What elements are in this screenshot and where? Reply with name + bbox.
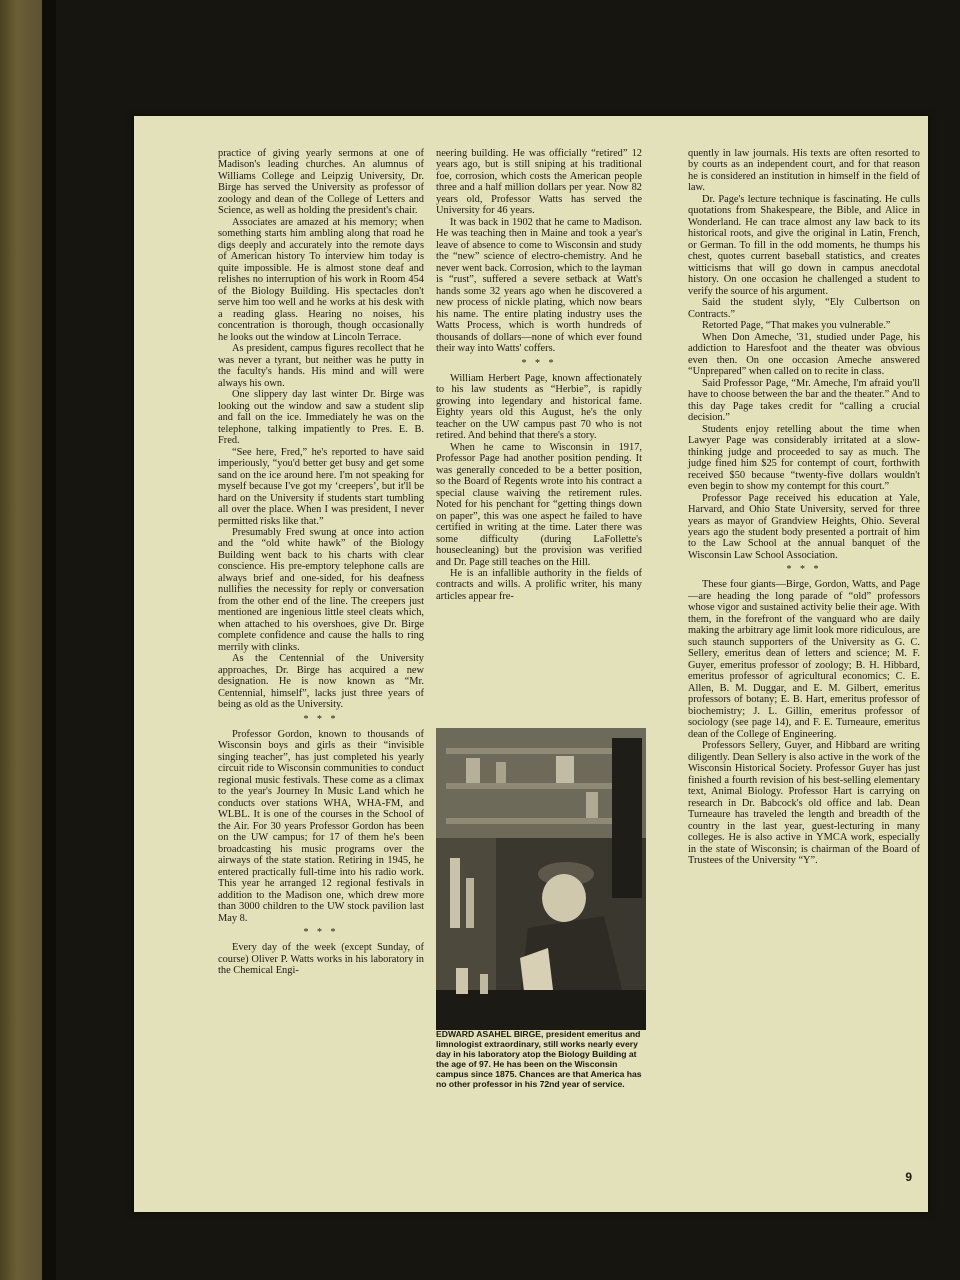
paragraph: Professors Sellery, Guyer, and Hibbard are writing diligently. Dean Sellery is also active in the work of the Wisconsin Historical Society. Professor Guyer has just finished a fourth revision of his best-selling elementary text, Animal Biology. Professor Hart is carrying on research in Dr. Babcock's old office and lab. Dean Turneaure has traveled the length and breadth of the country in the last year, guest-lecturing in many colleges. He is also active in YMCA work, especially in the state of Wisconsin; is chairman of the Board of Trustees of the University “Y”.	[688, 740, 920, 867]
paragraph: Retorted Page, “That makes you vulnerable.”	[702, 320, 891, 332]
paragraph: William Herbert Page, known affectionately to his law students as “Herbie”, is rapidly growing into legendary and historical fame. Eighty years old this August, he's the only teacher on the UW campus past 70 who is not retired. And behind that there's a story.	[436, 372, 642, 442]
paragraph: practice of giving yearly sermons at one of Madison's leading churches. An alumnus of Williams College and Leipzig University, Dr. Birge has served the University as professor of zoology and dean of the College of Letters and Science, as well as holding the president's chair.	[218, 148, 424, 217]
paragraph: When Don Ameche, '31, studied under Page, his addiction to Haresfoot and the theater was obvious even then. On one occasion Ameche answered “Unprepared” when called on to recite in class.	[688, 331, 920, 378]
paragraph: When he came to Wisconsin in 1917, Professor Page had another position pending. It was generally conceded to be a better position, so the Board of Regents wrote into his contract a special clause waiving the retirement rules. Noted for his penchant for “getting things down on paper”, this was one aspect he failed to have certified in writing at the time. Later there was some difficulty (during LaFollette's housecleaning) but the provision was verified and Dr. Page still teaches on the Hill.	[436, 441, 642, 568]
magazine-page	[134, 116, 928, 1212]
paragraph: “See here, Fred,” he's reported to have said imperiously, “you'd better get busy and get some sand on the ice around here. I'm not speaking for myself because I've got my ‘creepers’, but it'll be hard on the University if students start tumbling all over the place. When I was president, I never permitted risks like that.”	[218, 446, 424, 527]
paragraph: Professor Page received his education at Yale, Harvard, and Ohio State University, served for three years as mayor of Grandview Heights, Ohio. Several years ago the student body presented a portrait of him to the Law School at the annual banquet of the Wisconsin Law School Association.	[688, 492, 920, 561]
column-2	[436, 148, 642, 602]
page-number: 9	[905, 1170, 912, 1184]
background-edge	[0, 0, 42, 1280]
paragraph: Said Professor Page, “Mr. Ameche, I'm afraid you'll have to choose between the bar and the theater.” And to this day Page takes credit for “calling a crucial decision.”	[688, 377, 920, 424]
paragraph: Said the student slyly, “Ely Culbertson on Contracts.”	[688, 297, 920, 320]
paragraph: Every day of the week (except Sunday, of course) Oliver P. Watts works in his laboratory in the Chemical Engi-	[218, 942, 424, 977]
paragraph: He is an infallible authority in the fields of contracts and wills. A prolific writer, his many articles appear fre-	[436, 568, 642, 602]
section-divider: * * *	[303, 927, 339, 939]
column-1	[218, 148, 424, 977]
birge-photo	[436, 728, 646, 1030]
paragraph: Dr. Page's lecture technique is fascinating. He culls quotations from Shakespeare, the Bible, and Alice in Wonderland. He can trace almost any law back to its historical roots, and give the original in Latin, French, or German. To fill in the odd moments, he thumps his chest, quotes current baseball statistics, and creates witticisms that will go down in campus anecdotal history. On one occasion he challenged a student to verify the source of his argument.	[688, 193, 920, 297]
section-divider: * * *	[521, 357, 557, 369]
section-divider: * * *	[786, 564, 822, 576]
paragraph: Associates are amazed at his memory; when something starts him ambling along that road he digs deeply and accurately into the remote days of American history To interview him today is quite impossible. He is almost stone deaf and relishes no interruption of his work in Room 454 of the Biology Building. His spectacles don't serve him too well and he works at his desk with a reading glass. Hearing no noises, his concentration is thorough, though occasionally he looks out the window at Lincoln Terrace.	[218, 216, 424, 343]
paragraph: neering building. He was officially “retired” 12 years ago, but is still sniping at his traditional foe, corrosion, which costs the American people three and a half million dollars per year. Now 82 years old, Professor Watts has served the University for 46 years.	[436, 148, 642, 217]
paragraph: quently in law journals. His texts are often resorted to by courts as an independent court, and for that reason he is considered an institution in himself in the field of law.	[688, 148, 920, 194]
paragraph: As president, campus figures recollect that he was never a tyrant, but neither was he putty in the faculty's hands. His mind and will were always his own.	[218, 343, 424, 389]
paragraph: As the Centennial of the University approaches, Dr. Birge has acquired a new designation. He is now known as “Mr. Centennial, himself”, lacks just three years of being as old as the University.	[218, 653, 424, 711]
section-divider: * * *	[303, 713, 339, 725]
paragraph: These four giants—Birge, Gordon, Watts, and Page—are heading the long parade of “old” professors whose vigor and sustained activity belie their age. With them, in the forefront of the vanguard who are daily making the arbitrary age limit look more ridiculous, are such staunch supporters of the University as G. C. Sellery, emeritus dean of letters and science; M. F. Guyer, emeritus professor of zoology; B. H. Hibbard, emeritus professor of agricultural economics; C. E. Allen, B. M. Duggar, and E. M. Gilbert, emeritus professors of botany; E. B. Hart, emeritus professor of biochemistry; J. L. Gillin, emeritus professor of sociology (see page 14), and F. E. Turneaure, emeritus dean of the College of Engineering.	[688, 579, 920, 740]
paragraph: It was back in 1902 that he came to Madison. He was teaching then in Maine and took a year's leave of absence to come to Wisconsin and study the “new” science of electro-chemistry. And he never went back. Corrosion, which to the layman is “rust”, suffered a severe setback at Watt's hands some 32 years ago when he discovered a new process of nickle plating, which now bears his name. The entire plating industry uses the Watts Process, which is worth hundreds of thousands of dollars—none of which ever found their way into Watts' coffers.	[436, 216, 642, 355]
paragraph: One slippery day last winter Dr. Birge was looking out the window and saw a student slip and fall on the ice. Immediately he was on the telephone, talking impatiently to Pres. E. B. Fred.	[218, 389, 424, 447]
paragraph: Professor Gordon, known to thousands of Wisconsin boys and girls as their “invisible singing teacher”, has just completed his yearly circuit ride to Wisconsin communities to conduct regional music festivals. These come as a climax to the year's Journey In Music Land which he conducts over stations WHA, WHA-FM, and WLBL. It is one of the courses in the School of the Air. For 30 years Professor Gordon has been on the UW campus; for 17 of them he's been broadcasting his music programs over the airways of the state station. Retiring in 1945, he entered practically full-time into his radio work. This year he arranged 12 regional festivals in addition to the Madison one, which drew more than 3000 children to the UW stock pavilion last May 8.	[218, 728, 424, 924]
paragraph: Students enjoy retelling about the time when Lawyer Page was considerably irritated at a slow-thinking judge and proceeded to say as much. The judge fined him $25 for contempt of court, forthwith received $50 because “twenty-five dollars wouldn't even begin to show my contempt for this court.”	[688, 423, 920, 493]
column-3	[688, 148, 920, 867]
photo-caption: EDWARD ASAHEL BIRGE, president emeritus and limnologist extraordinary, still works nearly every day in his laboratory atop the Biology Building at the age of 97. He has been on the Wisconsin campus since 1875. Chances are that America has no other professor in his 72nd year of service.	[436, 1029, 642, 1089]
photo-illustration	[436, 728, 646, 1030]
paragraph: Presumably Fred swung at once into action and the “old white hawk” of the Biology Building went back to his charts with clear conscience. His pre-emptory telephone calls are always brief and one-sided, for his deafness nullifies the necessity for reply or conversation from the other end of the line. The creepers just mentioned are ingenious little steel cleats which, when attached to his overshoes, give Dr. Birge complete confidence and cause the halls to ring merrily with clinks.	[218, 526, 424, 653]
background-shadow	[42, 0, 56, 1280]
